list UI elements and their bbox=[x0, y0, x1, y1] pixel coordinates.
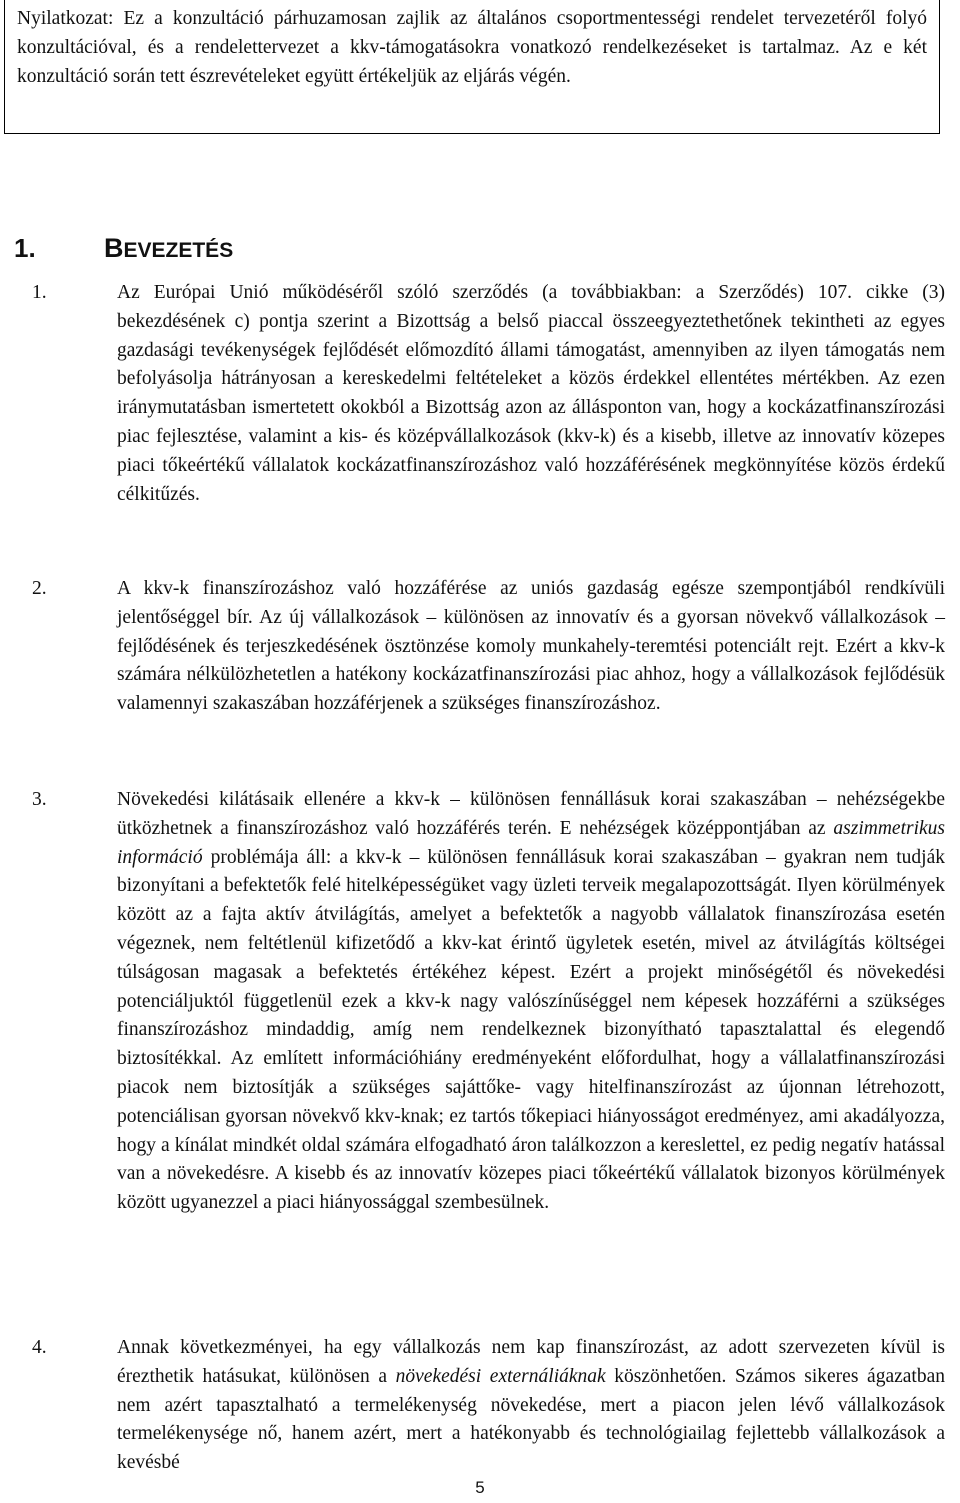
paragraph-text-part: köszönhetően. Számos sikeres ágazatban nem azért tapasztalható a termelékenység növekedése, mert a piacon jelen lévő vállalkozások termelékenysége nő, hanem azért, mert a hatékonyabb és technológiailag fejlettebb vállalkozások a kevésbé bbox=[117, 1365, 945, 1474]
section-title-initial: B bbox=[104, 233, 124, 263]
disclaimer-box bbox=[4, 0, 940, 134]
paragraph-number: 2. bbox=[32, 578, 47, 599]
paragraph-number: 1. bbox=[32, 282, 47, 303]
section-heading bbox=[14, 231, 233, 268]
paragraph-3 bbox=[0, 786, 945, 1218]
paragraph-text-part: problémája áll: a kkv-k – különösen fennállásuk korai szakaszában – gyakran nem tudják bizonyítani a befektetők felé hitelképességüket vagy üzleti terveik megalapozottságát. Ilyen körülmények között az a fajta aktív átvilágítás, amelyet a befektetők a nagyobb vállalatok finanszírozása esetén végeznek, nem feltétlenül kifizetődő a kkv-kat érintő ügyletek esetén, mivel az átvilágítás költségei túlságosan magasak a befektetés értékéhez képest. Ezért a projekt minőségétől és növekedési potenciáljuktól függetlenül ezek a kkv-k nagy valószínűséggel nem képesek hozzáférni a szükséges finanszírozáshoz mindaddig, amíg nem rendelkeznek bizonyítható tapasztalattal és elegendő biztosítékkal. Az említett információhiány eredményeként előfordulhat, hogy a vállalatfinanszírozási piacok nem biztosítják a szükséges sajáttőke- vagy hitelfinanszírozást az újonnan létrehozott, potenciálisan gyorsan növekvő kkv-knak; ez tartós tőkepiaci hiányosságot eredményez, ami akadályozza, hogy a kínálat mindkét oldal számára elfogadható áron találkozzon a kereslettel, ez pedig negatív hatással van a növekedésre. A kisebb és az innovatív közepes piaci tőkeértékű vállalatok bizonyos körülmények között ugyanezzel a piaci hiányossággal szembesülnek. bbox=[117, 846, 945, 1214]
paragraph-text bbox=[117, 786, 945, 1218]
paragraph-text-part: Annak következményei, ha egy vállalkozás nem kap finanszírozást, az adott szervezeten kívül is érezthetik hatásukat, különösen a bbox=[117, 1337, 945, 1387]
paragraph-text-part: Növekedési kilátásaik ellenére a kkv-k – különösen fennállásuk korai szakaszában – nehézségekbe ütközhetnek a finanszírozáshoz való hozzáférés terén. E nehézségek középpontjában az bbox=[117, 789, 945, 839]
paragraph-text: Az Európai Unió működéséről szóló szerződés (a továbbiakban: a Szerződés) 107. cikke (3) bekezdésének c) pontja szerint a Bizottság a belső piaccal összeegyeztethetőnek tekintheti az egyes gazdasági tevékenységek fejlődését előmozdító állami támogatást, amennyiben az ilyen támogatás nem befolyásolja hátrányosan a kereskedelmi feltételeket a közös érdekkel ellentétes mértékben. Az ezen iránymutatásban ismertetett okokból a Bizottság azon az állásponton van, hogy a kockázatfinanszírozási piac fejlesztése, valamint a kis- és középvállalkozások (kkv-k) és a kisebb, illetve az innovatív közepes piaci tőkeértékű vállalatok kockázatfinanszírozáshoz való hozzáférésének megkönnyítése közös érdekű célkitűzés. bbox=[117, 282, 945, 505]
section-number: 1. bbox=[14, 233, 36, 263]
paragraph-text: A kkv-k finanszírozáshoz való hozzáférése az uniós gazdaság egésze szempontjából rendkívüli jelentőséggel bír. Az új vállalkozások – különösen az innovatív és a gyorsan növekvő vállalkozások – fejlődésének és terjeszkedésének ösztönzése komoly munkahely-teremtési potenciált rejt. Ezért a kkv-k számára nélkülözhetetlen a hatékony kockázatfinanszírozási piac ahhoz, hogy a vállalkozások fejlődésük valamennyi szakaszában hozzáférjenek a szükséges finanszírozáshoz. bbox=[117, 578, 945, 715]
paragraph-italic-term: aszimmetrikus információ bbox=[117, 817, 945, 868]
disclaimer-text: Nyilatkozat: Ez a konzultáció párhuzamosan zajlik az általános csoportmentességi rendelet tervezetéről folyó konzultációval, és a rendelettervezet a kkv-támogatásokra vonatkozó rendelkezéseket is tartalmaz. Az e két konzultáció során tett észrevételeket együtt értékeljük az eljárás végén. bbox=[17, 8, 927, 87]
paragraph-2 bbox=[0, 575, 945, 719]
paragraph-4 bbox=[0, 1334, 945, 1478]
page-number: 5 bbox=[475, 1478, 485, 1497]
paragraph-1 bbox=[0, 279, 945, 509]
paragraph-number: 3. bbox=[32, 789, 47, 810]
paragraph-text bbox=[117, 1334, 945, 1478]
section-title-rest: EVEZETÉS bbox=[123, 239, 234, 262]
paragraph-number: 4. bbox=[32, 1337, 47, 1358]
paragraph-italic-term: növekedési externáliáknak bbox=[395, 1365, 606, 1387]
